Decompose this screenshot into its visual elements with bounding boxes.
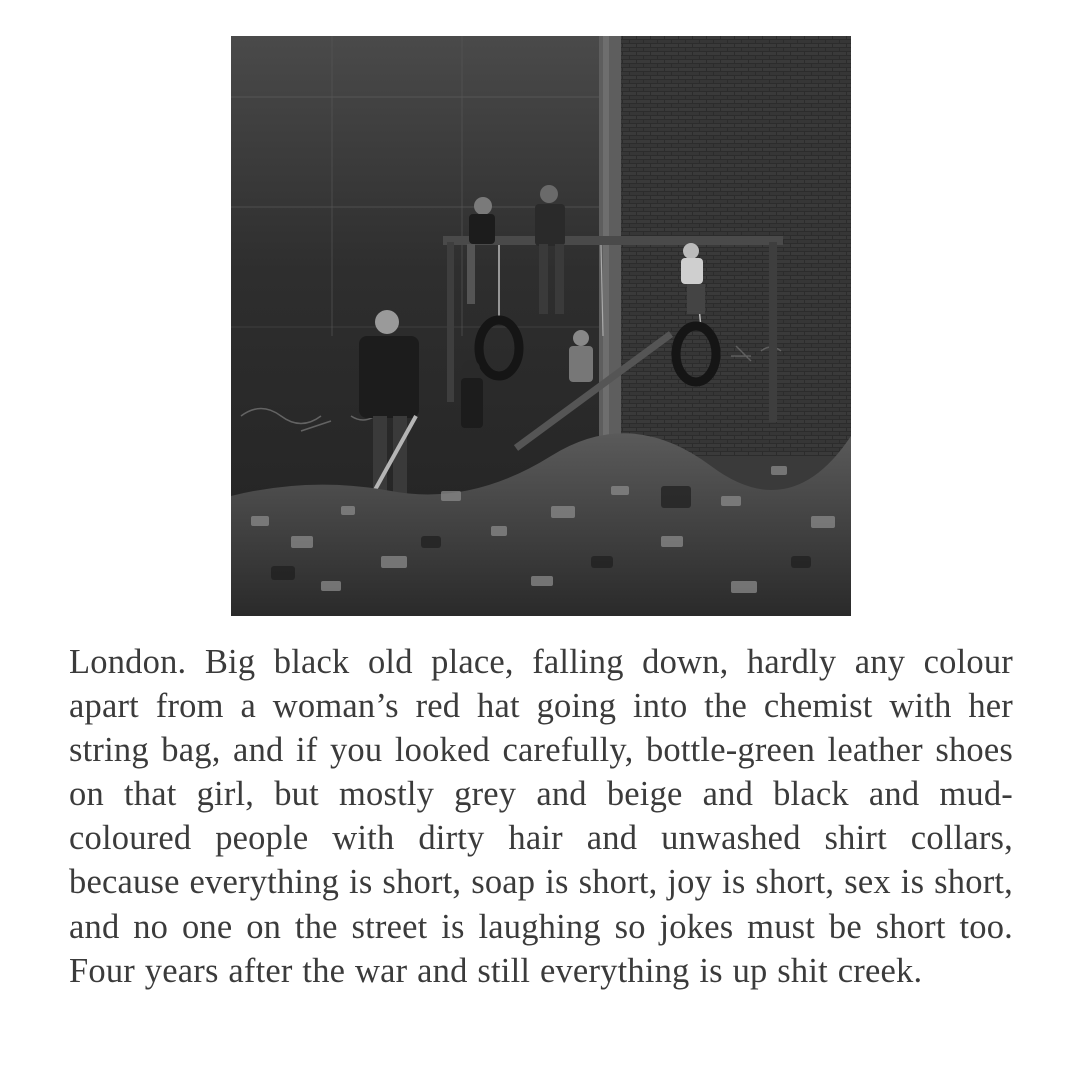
brick-wall (621, 36, 851, 456)
story-passage: London. Big black old place, falling down, hardly any colour apart from a woman’s red hat going into the chemist with her string bag, and if you looked carefully, bottle-green leather shoes on that girl, but mostly grey and beige and black and mud-coloured people with dirty hair and unwashed shirt collars, because everything is short, soap is short, joy is short, sex is short, and no one on the street is laughing so jokes must be short too. Four years after the war and still everything is up shit creek. (69, 643, 1013, 990)
photo-children-playing-on-bomb-site (231, 36, 851, 616)
concrete-wall (231, 36, 611, 506)
